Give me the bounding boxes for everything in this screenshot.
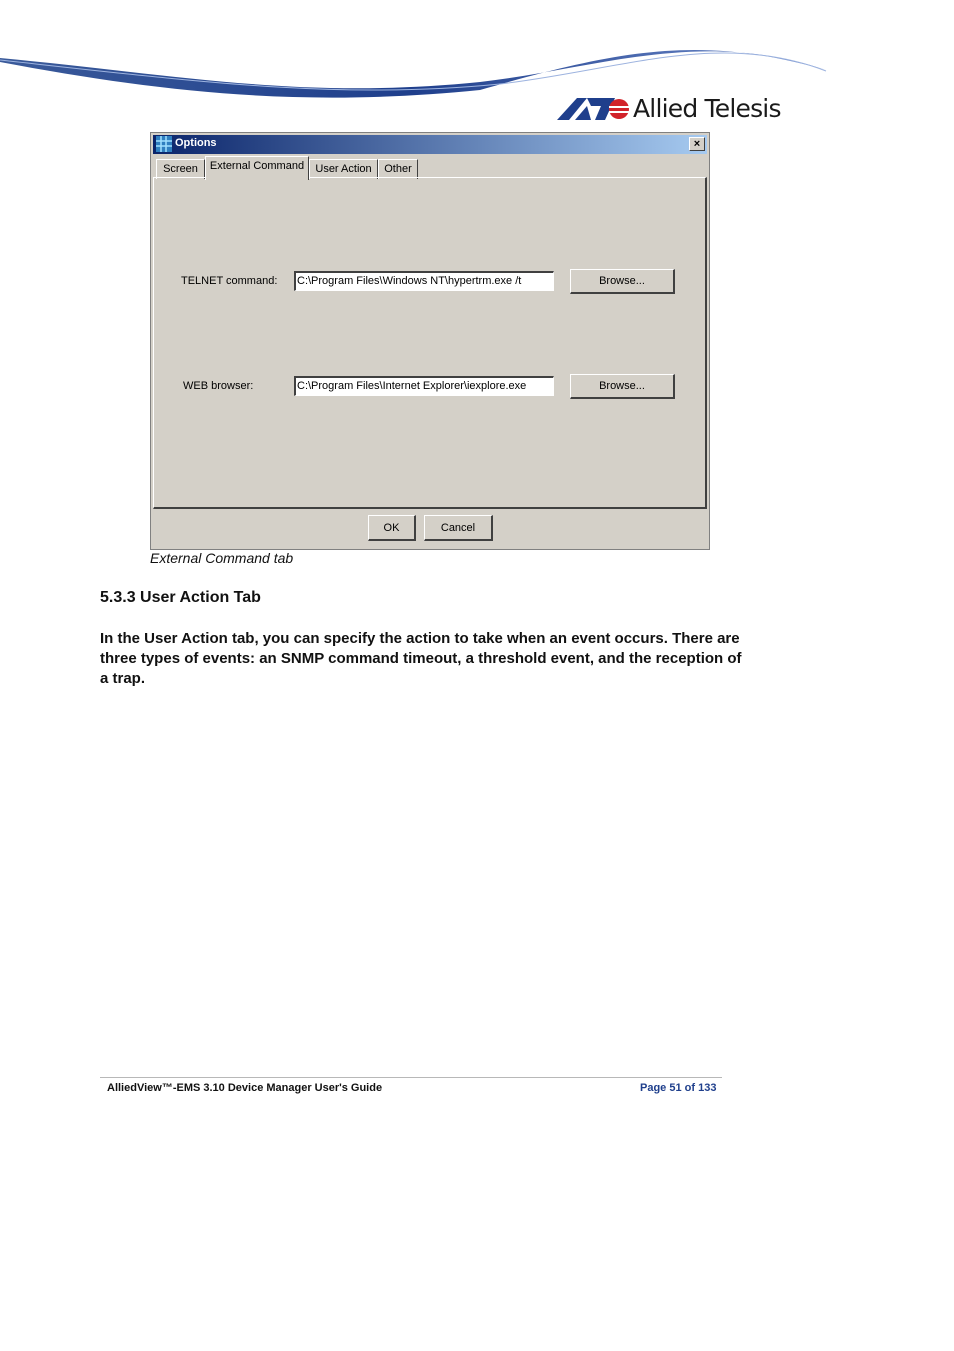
ok-button[interactable]: OK (368, 515, 416, 541)
section-paragraph: In the User Action tab, you can specify the action to take when an event occurs. There are three types of events: an SNMP command timeout, a threshold event, and the reception of a trap. (100, 630, 742, 687)
tab-external-command[interactable]: External Command (205, 156, 309, 180)
footer-page-number: Page 51 of 133 (640, 1082, 717, 1094)
tab-panel (153, 177, 707, 509)
logo-mark-icon (557, 96, 629, 122)
figure-caption: External Command tab (150, 550, 294, 566)
web-browser-input[interactable]: C:\Program Files\Internet Explorer\iexplore.exe (294, 376, 554, 396)
tab-screen[interactable]: Screen (156, 159, 205, 179)
telnet-command-input[interactable]: C:\Program Files\Windows NT\hypertrm.exe /t (294, 271, 554, 291)
logo-text: Allied Telesis (633, 94, 781, 123)
options-dialog (150, 132, 710, 550)
web-browser-label: WEB browser: (183, 380, 254, 392)
tab-other[interactable]: Other (378, 159, 418, 179)
cancel-button[interactable]: Cancel (424, 515, 493, 541)
footer-divider (100, 1077, 722, 1078)
telnet-command-label: TELNET command: (181, 275, 278, 287)
dialog-title: Options (175, 137, 217, 149)
header-swoosh-graphic (0, 0, 954, 110)
app-grid-icon (156, 136, 172, 152)
web-browse-button[interactable]: Browse... (570, 374, 675, 399)
dialog-titlebar[interactable] (153, 135, 707, 154)
footer-guide-title: AlliedView™-EMS 3.10 Device Manager User's Guide (107, 1082, 383, 1094)
close-button[interactable]: × (689, 137, 705, 151)
telnet-browse-button[interactable]: Browse... (570, 269, 675, 294)
section-heading: 5.3.3 User Action Tab (100, 589, 261, 606)
allied-telesis-logo (557, 94, 781, 123)
tab-user-action[interactable]: User Action (309, 159, 378, 179)
